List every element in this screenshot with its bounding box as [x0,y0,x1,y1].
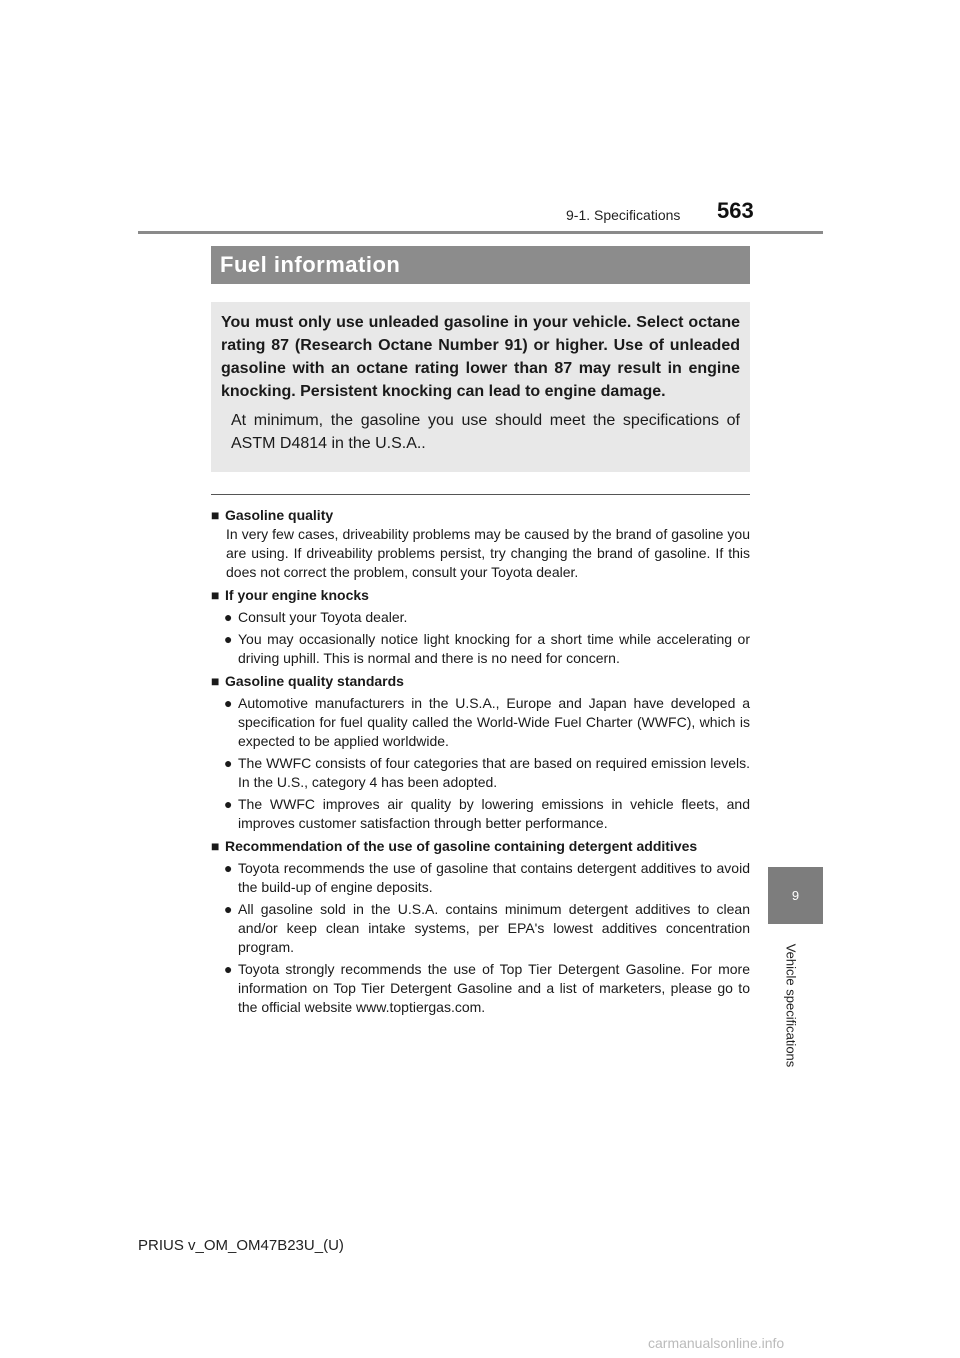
square-bullet-icon: ■ [211,507,220,523]
header-section: 9-1. Specifications [566,207,681,223]
content [211,502,750,1017]
bullet-icon: ● [224,609,233,625]
title-bar [211,246,750,284]
bullet-icon: ● [224,755,233,771]
section-quality-standards [211,672,750,833]
bullet-icon: ● [224,695,233,711]
square-bullet-icon: ■ [211,587,220,603]
chapter-label-text: Vehicle specifications [783,943,799,1067]
section-heading: ■ Recommendation of the use of gasoline containing detergent additives [211,838,698,854]
section-heading: ■ Gasoline quality [211,507,334,523]
section-detergent-additives [211,837,750,1017]
separator-rule [211,494,750,495]
info-box-bold-text: You must only use unleaded gasoline in your vehicle. Select octane rating 87 (Research Octane Number 91) or higher. Use of unleaded gasoline with an octane rating lower than 87 may result in engine knocking. Persistent knocking can lead to engine damage. [221,314,740,400]
list-item: ● Consult your Toyota dealer. [224,609,408,625]
section-heading: ■ Gasoline quality standards [211,673,404,689]
section-heading: ■ If your engine knocks [211,587,369,603]
list-item: ● Toyota recommends the use of gasoline that contains detergent additives to avoid the build-up of engine deposits. [224,860,750,895]
list-item: ● The WWFC improves air quality by lowering emissions in vehicle fleets, and improves customer satisfaction through better performance. [224,796,750,831]
bullet-icon: ● [224,860,233,876]
page-title: Fuel information [220,252,401,277]
list-item: ● You may occasionally notice light knocking for a short time while accelerating or driving uphill. This is normal and there is no need for concern. [224,631,750,666]
section-paragraph: In very few cases, driveability problems may be caused by the brand of gasoline you are using. If driveability problems persist, try changing the brand of gasoline. If this does not correct the problem, consult your Toyota dealer. [226,526,750,580]
info-box-normal-text: At minimum, the gasoline you use should meet the specifications of ASTM D4814 in the U.S.A.. [231,412,740,452]
square-bullet-icon: ■ [211,838,220,854]
section-gasoline-quality [211,506,750,582]
bullet-icon: ● [224,961,233,977]
section-engine-knocks [211,586,750,668]
list-item: ● Toyota strongly recommends the use of Top Tier Detergent Gasoline. For more information on Top Tier Detergent Gasoline and a list of marketers, please go to the official website www.toptiergas.com. [224,961,750,1015]
list-item: ● The WWFC consists of four categories that are based on required emission levels. In the U.S., category 4 has been adopted. [224,755,750,790]
bullet-icon: ● [224,631,233,647]
watermark: carmanualsonline.info [648,1335,785,1351]
bullet-icon: ● [224,901,233,917]
bullet-icon: ● [224,796,233,812]
square-bullet-icon: ■ [211,673,220,689]
page-number: 563 [717,198,754,223]
list-item: ● Automotive manufacturers in the U.S.A., Europe and Japan have developed a specification for fuel quality called the World-Wide Fuel Charter (WWFC), which is expected to be applied worldwide. [224,695,750,749]
list-item: ● All gasoline sold in the U.S.A. contains minimum detergent additives to clean and/or keep clean intake systems, per EPA's lowest additives concentration program. [224,901,750,955]
chapter-label [780,940,802,1070]
info-box [211,302,750,472]
footer-model: PRIUS v_OM_OM47B23U_(U) [138,1237,344,1254]
header-rule [138,231,823,234]
chapter-tab[interactable]: 9 [768,867,823,924]
